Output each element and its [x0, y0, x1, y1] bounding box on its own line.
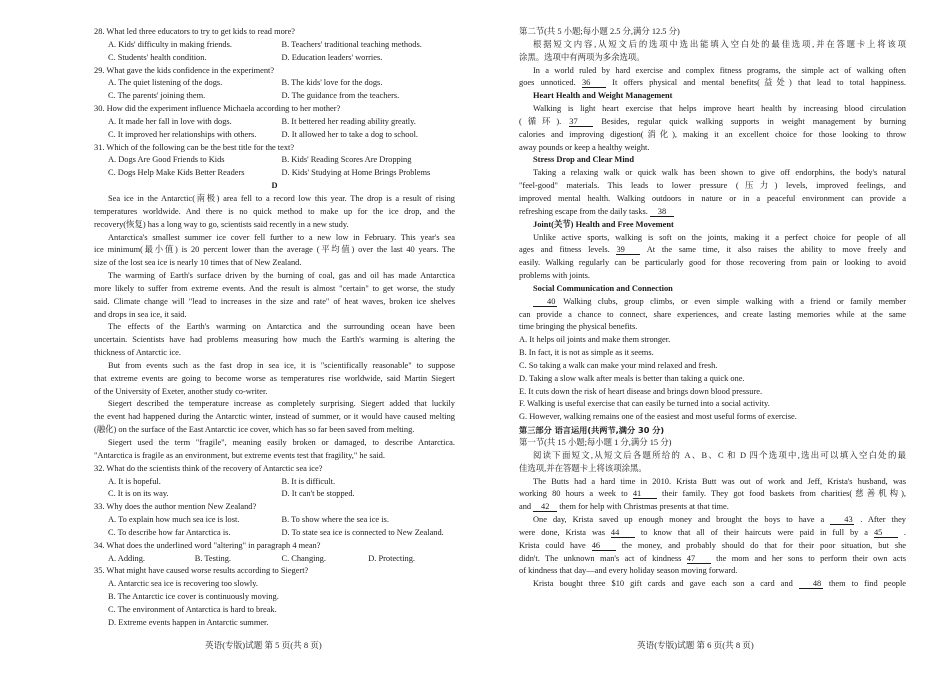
blank-number: 42 — [533, 502, 557, 512]
text-line: 35. What might have caused worse results according to Siegert? — [94, 566, 309, 576]
text-line — [519, 553, 906, 566]
blank-number: 47 — [687, 554, 711, 564]
answer-option: C. Dogs Help Make Kids Better Readers — [108, 168, 245, 178]
answer-options-row — [94, 154, 455, 167]
answer-option: A. It is hopeful. — [108, 476, 161, 486]
answer-option: A. The quiet listening of the dogs. — [108, 78, 223, 88]
answer-options-row — [94, 514, 455, 527]
text-segment: (循环). — [519, 116, 570, 126]
answer-option: B. It bettered her reading ability greatly. — [281, 116, 416, 126]
text-line — [519, 501, 906, 514]
text-segment: them to find people — [822, 579, 906, 589]
text-segment: Krista bought three $10 gift cards and gave each son a card and — [533, 579, 799, 589]
text-line: In a world ruled by hard exercise and complex fitness programs, the simple act of walking often — [533, 65, 906, 75]
text-line: Unlike active sports, walking is soft on the joints, making it a perfect choice for people of all — [533, 232, 906, 242]
page-footer-right: 英语(专版)试题 第 6 页(共 8 页) — [637, 640, 754, 650]
answer-option: D. The guidance from the teachers. — [281, 91, 400, 101]
answer-option: C. The parents' joining them. — [108, 91, 206, 101]
text-segment: goes unnoticed. — [519, 78, 582, 88]
blank-number: 46 — [592, 541, 616, 551]
text-line: C. So taking a walk can make your mind relaxed and fresh. — [519, 360, 718, 370]
answer-option: B. The kids' love for the dogs. — [281, 78, 383, 88]
text-line — [519, 296, 906, 309]
text-line: 34. What does the underlined word "altering" in paragraph 4 mean? — [94, 540, 321, 550]
text-line: 31. Which of the following can be the best title for the text? — [94, 142, 295, 152]
text-line: 30. How did the experiment influence Michaela according to her mother? — [94, 104, 341, 114]
section-heading: Joint(关节) Health and Free Movement — [533, 219, 674, 229]
answer-option: A. It made her fall in love with dogs. — [108, 116, 232, 126]
text-line: E. It cuts down the risk of heart disease and brings down blood pressure. — [519, 386, 763, 396]
text-line: temperatures worldwide. And there is no quick method to make up for the ice drop, and the — [94, 206, 455, 216]
text-line: 佳选项,并在答题卡上将该项涂黑。 — [519, 463, 647, 473]
answer-options-row — [94, 488, 455, 501]
answer-option: B. It is difficult. — [281, 476, 336, 486]
text-line: 涂黑。选项中有两项为多余选项。 — [519, 52, 645, 62]
blank-number: 45 — [874, 528, 898, 538]
text-line: Walking is light heart exercise that helps improve heart health by increasing blood circulation — [533, 104, 906, 114]
text-line: Siegert used the term "fragile", meaning easily broken or damaged, to describe Antarctica. — [108, 438, 455, 447]
text-line: F. Walking is useful exercise that can easily be turned into a social activity. — [519, 399, 770, 409]
text-segment: It offers physical and mental benefits(益处) that lead to total happiness. — [605, 78, 906, 88]
answer-option: C. Changing. — [281, 553, 326, 563]
text-segment: the mom and her sons to perform their own acts — [710, 553, 906, 563]
text-line: The warming of Earth's surface driven by the burning of coal, gas and oil has made Antarctica — [108, 271, 455, 281]
answer-option: C. It is on its way. — [108, 489, 169, 499]
answer-options-row — [94, 527, 455, 540]
text-line: B. In fact, it is not as simple as it seems. — [519, 348, 654, 358]
section-heading: 第三部分 语言运用(共两节,满分 30 分) — [519, 425, 665, 436]
answer-option: C. Students' health condition. — [108, 52, 207, 62]
text-line: time bringing the physical benefits. — [519, 322, 638, 332]
text-line: "feel-good" materials. This leads to lower pressure (压力) levels, improved feelings, and — [519, 181, 906, 191]
text-segment: refreshing escape from the daily tasks. — [519, 206, 650, 216]
text-line — [519, 514, 906, 527]
answer-option: B. Testing. — [194, 553, 232, 563]
blank-number: 44 — [611, 528, 635, 538]
text-segment: the money, and probably should do that for their poor situation, but she — [615, 540, 906, 550]
text-line: easily. Walking regularly can be particularly good for those recovering from pain or looking to avoid — [519, 258, 906, 268]
text-line: more likely to suffer from extreme events. And the result is almost "certain" to get worse, the study — [94, 283, 455, 293]
text-line: Taking a relaxing walk or quick walk has been shown to give off endorphins, the body's natural — [533, 168, 906, 178]
text-segment: were done, Krista was — [519, 527, 611, 537]
text-line: 32. What do the scientists think of the recovery of Antarctic sea ice? — [94, 463, 323, 473]
text-line: B. The Antarctic ice cover is continuously moving. — [108, 592, 279, 602]
text-line: (融化) on the surface of the East Antarctic ice cover, which has so far been saved from melting. — [94, 425, 415, 435]
text-line: But from events such as the fast drop in sea ice, it is "scientifically reasonable" to suppose — [108, 360, 455, 370]
answer-options-row — [94, 116, 455, 129]
answer-option: A. To explain how much sea ice is lost. — [108, 515, 240, 525]
text-segment: ages and fitness levels. — [519, 245, 617, 255]
text-line — [519, 527, 906, 540]
text-line — [519, 578, 906, 591]
text-line — [519, 116, 906, 129]
answer-options-row — [94, 476, 455, 489]
text-segment: working 80 hours a week to — [519, 489, 633, 499]
blank-number: 39 — [616, 245, 640, 255]
answer-options-row — [94, 77, 455, 90]
answer-options-row — [94, 39, 455, 52]
answer-option: B. Teachers' traditional teaching methods. — [281, 39, 422, 49]
answer-options-row — [94, 52, 455, 65]
answer-option: D. It allowed her to take a dog to school. — [281, 129, 419, 139]
text-segment: At the same time, it also raises the ability to move freely and — [640, 245, 906, 255]
text-line: "Antarctica is fragile as an environment, but extreme events test that fragility," he said. — [94, 450, 385, 460]
answer-option: D. Protecting. — [368, 553, 416, 563]
text-line: G. However, walking remains one of the easiest and most useful forms of exercise. — [519, 412, 797, 422]
text-line: calories and improving digestion(消化), making it an excellent choice for those looking to throw — [519, 129, 906, 139]
section-heading: D — [271, 181, 278, 191]
answer-option: B. Kids' Reading Scores Are Dropping — [281, 155, 412, 165]
section-heading: Stress Drop and Clear Mind — [533, 155, 634, 165]
text-line: problems with joints. — [519, 271, 590, 281]
blank-number: 48 — [799, 579, 823, 589]
text-segment: One day, Krista saved up enough money and brought the boys to have a — [533, 515, 831, 525]
text-line: can provide a chance to connect, share experiences, and create lasting memories while at the same — [519, 309, 906, 319]
text-segment: them for help with Christmas presents at that time. — [557, 502, 729, 512]
blank-number: 38 — [650, 207, 674, 217]
text-line — [519, 488, 906, 501]
answer-options-row — [94, 553, 455, 566]
answer-option: D. Education leaders' worries. — [281, 52, 383, 62]
blank-number: 40 — [533, 297, 557, 307]
text-line: ice minimum(最小值) is 20 percent lower than the average (平均值) over the last 40 years. The — [94, 245, 455, 255]
text-segment: Walking clubs, group climbs, or even simple walking with a friend or family member — [557, 296, 906, 306]
text-line: Siegert described the temperature increase as completely surprising. Siegert added that luckily — [108, 399, 455, 409]
text-segment: and — [519, 502, 534, 512]
blank-number: 37 — [569, 117, 593, 127]
text-line — [519, 77, 906, 90]
text-line: away pounds or keep a healthy weight. — [519, 142, 650, 152]
answer-option: D. To state sea ice is connected to New Zealand. — [281, 527, 444, 537]
text-line: of kindness that day—and every holiday season moving forward. — [519, 566, 738, 576]
text-segment: didn't. The unknown man's act of kindness — [519, 553, 687, 563]
answer-option: C. It improved her relationships with others. — [108, 129, 257, 139]
text-line: Antarctica's smallest summer ice cover fell further to a new low in February. This year's sea — [108, 232, 455, 242]
text-line: thickness of Antarctic ice. — [94, 348, 181, 358]
text-line: of the University of Exeter, another study co-writer. — [94, 386, 268, 396]
answer-option: D. It can't be stopped. — [281, 489, 355, 499]
answer-option: A. Adding. — [108, 553, 145, 563]
text-line: uncertain. Scientists have had problems measuring how much the Earth's warming is altering the — [94, 335, 455, 345]
answer-options-row — [94, 129, 455, 142]
text-segment: . — [897, 527, 906, 537]
text-line: The Butts had a hard time in 2010. Krista Butt was out of work and Jeff, Krista's husband, was — [533, 476, 906, 486]
answer-option: A. Kids' difficulty in making friends. — [108, 39, 232, 49]
text-segment: . After they — [854, 515, 906, 525]
text-line: and drops in sea ice, it said. — [94, 309, 187, 319]
text-line: 第二节(共 5 小题;每小题 2.5 分,满分 12.5 分) — [519, 27, 680, 36]
blank-number: 36 — [582, 78, 606, 88]
answer-option: B. To show where the sea ice is. — [281, 515, 389, 525]
text-line: 28. What led three educators to try to get kids to read more? — [94, 27, 296, 36]
text-line: 33. Why does the author mention New Zealand? — [94, 502, 257, 512]
blank-number: 41 — [633, 489, 657, 499]
text-line: A. It helps oil joints and make them stronger. — [519, 335, 671, 345]
text-line: A. Antarctic sea ice is recovering too slowly. — [108, 579, 258, 589]
section-heading: Heart Health and Weight Management — [533, 91, 673, 101]
text-line: said. Climate change will "lead to increases in the size and rate" of heat waves, broken ice shelves — [94, 296, 455, 306]
text-line — [519, 244, 906, 257]
answer-option: A. Dogs Are Good Friends to Kids — [108, 155, 225, 165]
text-line: C. The environment of Antarctica is hard to break. — [108, 604, 277, 614]
text-segment: Besides, regular quick walking supports in weight management by burning — [593, 116, 906, 126]
answer-option: C. To describe how far Antarctica is. — [108, 527, 231, 537]
answer-options-row — [94, 167, 455, 180]
text-line — [519, 206, 906, 219]
text-line: recovery(恢复) has a long way to go, scientists said recently in a new study. — [94, 219, 349, 229]
text-line: 根据短文内容,从短文后的选项中选出能填入空白处的最佳选项,并在答题卡上将该项 — [533, 39, 906, 49]
text-line: 第一节(共 15 小题;每小题 1 分,满分 15 分) — [519, 438, 672, 447]
text-segment: Krista could have — [519, 540, 592, 550]
text-line: size of the lost sea ice is nearly 10 times that of New Zealand. — [94, 258, 302, 268]
blank-number: 43 — [830, 515, 854, 525]
text-line: Sea ice in the Antarctic(南极) area fell to a record low this year. The drop is a result of rising — [108, 193, 455, 203]
right-page — [475, 0, 950, 688]
answer-options-row — [94, 90, 455, 103]
text-line: D. Extreme events happen in Antarctic summer. — [108, 617, 269, 627]
answer-option: D. Kids' Studying at Home Brings Problems — [281, 168, 431, 178]
text-line: the event had happened during the Antarctic winter, instead of summer, or it would have caused melting — [94, 412, 455, 422]
text-line — [519, 540, 906, 553]
text-line: The effects of the Earth's warming on Antarctica and the surrounding ocean have been — [108, 322, 455, 332]
section-heading: Social Communication and Connection — [533, 283, 673, 293]
text-segment: to know that all of their haircuts were paid in full by a — [634, 527, 874, 537]
text-segment: their family. They got food baskets from charities(慈善机构), — [656, 489, 906, 499]
text-line: 阅读下面短文,从短文后各题所给的 A、B、C 和 D 四个选项中,选出可以填入空白处的最 — [533, 450, 906, 460]
text-line: D. Taking a slow walk after meals is better than taking a quick one. — [519, 373, 745, 383]
page-footer-left: 英语(专版)试题 第 5 页(共 8 页) — [205, 640, 322, 650]
text-line: that extreme events are going to become worse as temperatures rise worldwide, said Martin Siegert — [94, 373, 455, 383]
text-line: 29. What gave the kids confidence in the experiment? — [94, 65, 275, 75]
text-line: improved mental health. Walking outdoors in nature or in a peaceful environment can provide a — [519, 193, 906, 203]
